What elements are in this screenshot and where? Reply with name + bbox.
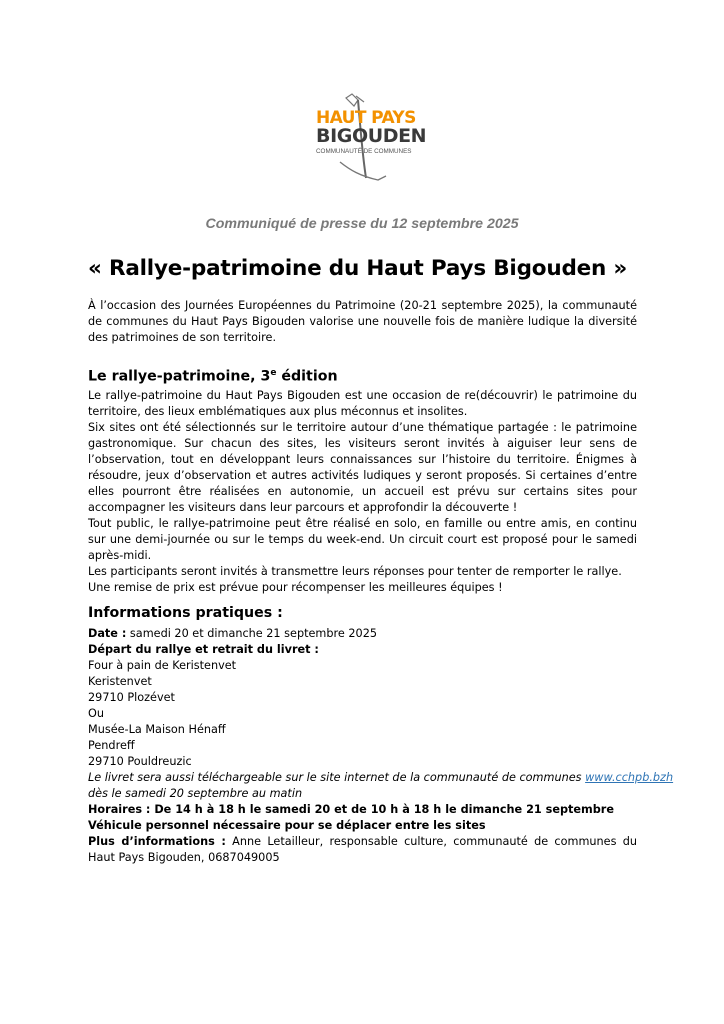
address-line: Musée-La Maison Hénaff bbox=[88, 723, 226, 736]
logo-text-bigouden: BIGOUDEN bbox=[316, 125, 427, 147]
heading-superscript: e bbox=[270, 368, 277, 378]
section-heading-rallye bbox=[88, 368, 338, 385]
livret-line-2: dès le samedi 20 septembre au matin bbox=[88, 787, 303, 800]
rallye-paragraph: Tout public, le rallye-patrimoine peut être réalisé en solo, en famille ou entre amis, en continu sur une demi-journée ou sur le temps du week-end. Un circuit court est proposé pour le samedi après-midi. bbox=[88, 517, 637, 562]
section-heading-infos: Informations pratiques : bbox=[88, 605, 283, 621]
logo-text-communaute: COMMUNAUTÉ DE COMMUNES bbox=[316, 148, 412, 155]
rallye-paragraph: Six sites ont été sélectionnés sur le territoire autour d’une thématique partagée : le patrimoine gastronomique. Sur chacun des sites, les visiteurs seront invités à aiguiser leur sens de l’observation, tout en développant leurs connaissances sur l’histoire du territoire. Énigmes à résoudre, jeux d’observation et autres activités ludiques y seront proposés. Si certaines d’entre elles pourront être réalisées en autonomie, un accueil est prévu sur certains sites pour accompagner les visiteurs dans leur parcours et approfondir la découverte ! bbox=[88, 421, 637, 514]
website-link[interactable]: www.cchpb.bzh bbox=[585, 771, 674, 784]
address-line: Four à pain de Keristenvet bbox=[88, 659, 237, 672]
intro-paragraph: À l’occasion des Journées Européennes du Patrimoine (20-21 septembre 2025), la communauté de communes du Haut Pays Bigouden valorise une nouvelle fois de manière ludique la diversité des patrimoines de son territoire. bbox=[88, 299, 637, 344]
livret-line bbox=[88, 770, 674, 786]
infos-section-body bbox=[88, 626, 674, 866]
page-title: « Rallye-patrimoine du Haut Pays Bigouden » bbox=[88, 256, 628, 281]
address-line: Keristenvet bbox=[88, 675, 152, 688]
logo-text-haut-pays: HAUT PAYS bbox=[316, 108, 416, 128]
address-line: 29710 Plozévet bbox=[88, 691, 175, 704]
date-value: samedi 20 et dimanche 21 septembre 2025 bbox=[126, 627, 378, 640]
heading-text: Le rallye-patrimoine, 3 bbox=[88, 368, 271, 385]
rallye-paragraph: Une remise de prix est prévue pour récompenser les meilleures équipes ! bbox=[88, 581, 503, 594]
depart-label: Départ du rallye et retrait du livret : bbox=[88, 643, 319, 656]
contact-line bbox=[88, 834, 637, 866]
haut-pays-bigouden-logo bbox=[300, 92, 430, 187]
rallye-paragraph: Le rallye-patrimoine du Haut Pays Bigouden est une occasion de re(découvrir) le patrimoine du territoire, des lieux emblématiques aux plus méconnus et insolites. bbox=[88, 389, 637, 418]
contact-value: Anne Letailleur, responsable culture, communauté de communes du Haut Pays Bigouden, 0687049005 bbox=[88, 835, 637, 864]
rallye-section-body bbox=[88, 388, 637, 596]
address-line: 29710 Pouldreuzic bbox=[88, 755, 192, 768]
address-line: Pendreff bbox=[88, 739, 135, 752]
date-line bbox=[88, 626, 648, 642]
vehicule-line: Véhicule personnel nécessaire pour se déplacer entre les sites bbox=[88, 819, 486, 832]
heading-text-end: édition bbox=[276, 368, 338, 385]
contact-label: Plus d’informations : bbox=[88, 835, 226, 848]
livret-text: Le livret sera aussi téléchargeable sur le site internet de la communauté de communes bbox=[88, 771, 586, 784]
date-label: Date : bbox=[88, 627, 127, 640]
rallye-paragraph: Les participants seront invités à transmettre leurs réponses pour tenter de remporter le rallye. bbox=[88, 565, 622, 578]
press-release-date: Communiqué de presse du 12 septembre 2025 bbox=[205, 216, 519, 232]
horaires-line: Horaires : De 14 h à 18 h le samedi 20 et de 10 h à 18 h le dimanche 21 septembre bbox=[88, 803, 614, 816]
address-line: Ou bbox=[88, 707, 104, 720]
